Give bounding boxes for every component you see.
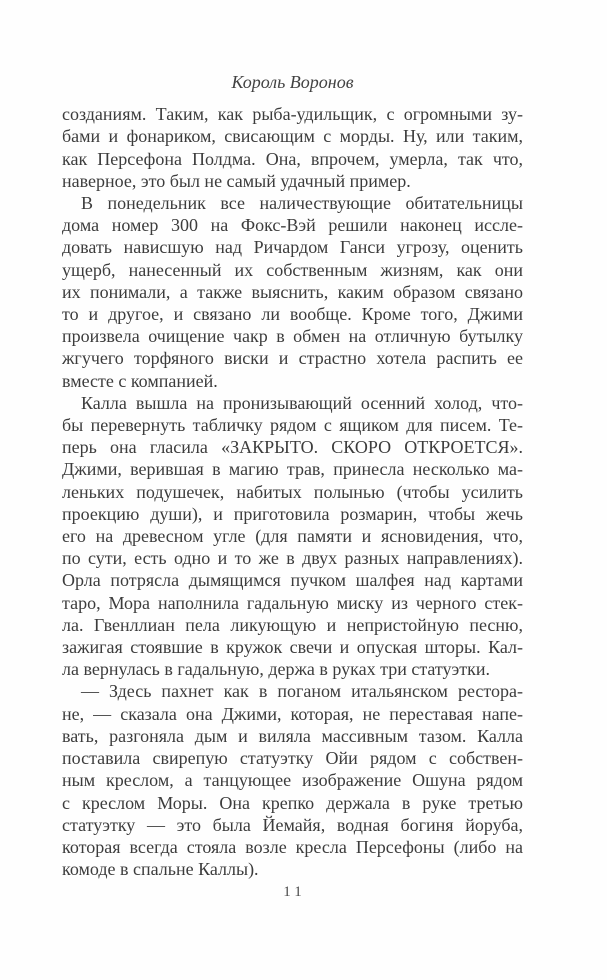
text-line: перь она гласила «ЗАКРЫТО. СКОРО ОТКРОЕТСЯ». (62, 437, 523, 458)
text-line: жгучего торфяного виски и страстно хотела распить ее (62, 348, 523, 369)
text-line: не, — сказала она Джими, которая, не переставая напе- (62, 703, 523, 724)
text-line: проекцию души), и приготовила розмарин, чтобы жечь (62, 503, 523, 524)
running-header: Король Воронов (231, 72, 354, 92)
text-line: его на древесном угле (для памяти и ясновидения, что, (62, 526, 523, 547)
text-line: которая всегда стояла возле кресла Персефоны (либо на (62, 836, 523, 857)
text-line: вать, разгоняла дым и виляла массивным тазом. Калла (62, 725, 523, 746)
body-text (62, 103, 523, 880)
text-column (62, 71, 523, 880)
text-line: ла. Гвенллиан пела ликующую и непристойную песню, (62, 614, 523, 635)
text-line: наверное, это был не самый удачный пример. (62, 170, 411, 191)
text-line: ла вернулась в гадальную, держа в руках три статуэтки. (62, 659, 491, 680)
text-line: бами и фонариком, свисающим с морды. Ну, или таким, (62, 126, 523, 147)
text-line: ущерб, нанесенный их собственным жизням, как они (62, 259, 523, 280)
text-line: дома номер 300 на Фокс-Вэй решили наконец иссле- (62, 215, 523, 236)
text-line: довать нависшую над Ричардом Ганси угрозу, оценить (62, 237, 523, 258)
text-line: бы перевернуть табличку рядом с ящиком для писем. Те- (62, 415, 523, 436)
text-line: таро, Мора наполнила гадальную миску из черного стек- (62, 592, 523, 613)
text-line: поставила свирепую статуэтку Ойи рядом с собствен- (62, 748, 523, 769)
text-line: то и другое, и связано ли вообще. Кроме того, Джими (62, 304, 523, 325)
text-line: статуэтку — это была Йемайя, водная богиня йоруба, (62, 814, 523, 835)
text-line: вместе с компанией. (62, 370, 218, 391)
text-line: с креслом Моры. Она крепко держала в руке третью (62, 792, 523, 813)
text-line: произвела очищение чакр в обмен на отличную бутылку (62, 326, 523, 347)
text-line: Джими, верившая в магию трав, принесла несколько ма- (62, 459, 523, 480)
text-line: Калла вышла на пронизывающий осенний холод, что- (81, 392, 523, 413)
text-line: комоде в спальне Каллы). (62, 859, 259, 880)
text-line: Орла потрясла дымящимся пучком шалфея над картами (62, 570, 523, 591)
text-line: как Персефона Полдма. Она, впрочем, умерла, так что, (62, 148, 523, 169)
page-number: 11 (283, 884, 306, 900)
text-line: созданиям. Таким, как рыба-удильщик, с огромными зу- (62, 104, 523, 125)
text-line: В понедельник все наличествующие обитательницы (81, 193, 523, 214)
text-line: по сути, есть одно и то же в двух разных направлениях). (62, 548, 523, 569)
text-line: их понимали, а также выяснить, каким образом связано (62, 281, 523, 302)
text-line: — Здесь пахнет как в поганом итальянском рестора- (81, 681, 523, 702)
text-line: леньких подушечек, набитых полынью (чтобы усилить (62, 481, 523, 502)
text-line: зажигая стоявшие в кружок свечи и опуская шторы. Кал- (62, 637, 523, 658)
text-line: ным креслом, а танцующее изображение Ошуна рядом (62, 770, 523, 791)
